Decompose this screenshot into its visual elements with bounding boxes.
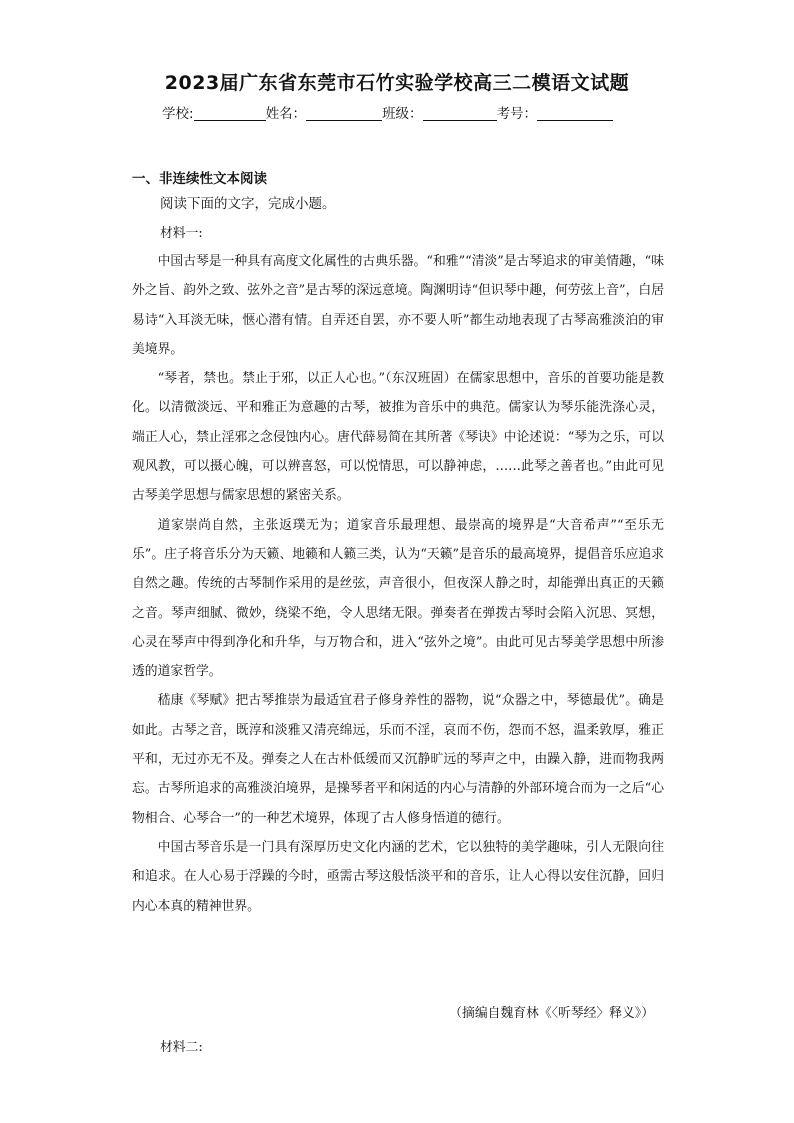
paragraph: 中国古琴是一种具有高度文化属性的古典乐器。“和雅”“清淡”是古琴追求的审美情趣，“味外之旨、韵外之致、弦外之音”是古琴的深远意境。陶渊明诗“但识琴中趣，何劳弦上音”，白居易诗“入耳淡无味，惬心潜有情。自弄还自罢，亦不要人听”都生动地表现了古琴高雅淡泊的审美境界。: [132, 254, 664, 357]
student-info-line: [162, 102, 613, 122]
class-label: 班级：: [382, 106, 423, 122]
material1-source: （摘编自魏育林《〈听琴经〉释义》）: [449, 1006, 654, 1021]
paragraph: 嵇康《琴赋》把古琴推崇为最适宜君子修身养性的器物，说“众器之中，琴德最优”。确是如此。古琴之音，既淳和淡雅又清亮绵远，乐而不淫，哀而不伤，怨而不怒，温柔敦厚，雅正平和，无过亦无不及。弹奏之人在古朴低缓而又沉静旷远的琴声之中，由躁入静，进而物我两忘。古琴所追求的高雅淡泊境界，是操琴者平和闲适的内心与清静的外部环境合而为一之后“心物相合、心琴合一”的一种艺术境界，体现了古人修身悟道的德行。: [132, 693, 664, 826]
section-instruction: 阅读下面的文字，完成小题。: [160, 196, 336, 212]
paragraph: 中国古琴音乐是一门具有深厚历史文化内涵的艺术，它以独特的美学趣味，引人无限向往和追求。在人心易于浮躁的今时，亟需古琴这般恬淡平和的音乐，让人心得以安住沉静，回归内心本真的精神世界。: [132, 839, 664, 914]
material2-label: 材料二:: [160, 1040, 203, 1055]
material1-label: 材料一:: [160, 226, 203, 241]
school-blank[interactable]: [194, 106, 266, 121]
paragraph: “琴者，禁也。禁止于邪，以正人心也。”（东汉班固）在儒家思想中，音乐的首要功能是教化。以清微淡远、平和雅正为意趣的古琴，被推为音乐中的典范。儒家认为琴乐能洗涤心灵，端正人心，禁止淫邪之念侵蚀内心。唐代薛易简在其所著《琴诀》中论述说：“琴为之乐，可以观风教，可以摄心魄，可以辨喜怒，可以悦情思，可以静神虑，……此琴之善者也。”由此可见古琴美学思想与儒家思想的紧密关系。: [132, 371, 664, 504]
class-blank[interactable]: [423, 106, 497, 121]
exam-no-label: 考号：: [496, 106, 538, 122]
paragraph: 道家崇尚自然，主张返璞无为；道家音乐最理想、最崇高的境界是“大音希声”“至乐无乐”。庄子将音乐分为天籁、地籁和人籁三类，认为“天籁”是音乐的最高境界，提倡音乐应追求自然之趣。传统的古琴制作采用的是丝弦，声音很小，但夜深人静之时，却能弹出真正的天籁之音。琴声细腻、微妙，绕梁不绝，令人思绪无限。弹奏者在弹拨古琴时会陷入沉思、冥想，心灵在琴声中得到净化和升华，与万物合和，进入“弦外之境”。由此可见古琴美学思想中所渗透的道家哲学。: [132, 517, 664, 680]
material1-body: [132, 247, 664, 921]
page-title: 2023届广东省东莞市石竹实验学校高三二模语文试题: [164, 72, 630, 94]
name-label: 姓名：: [265, 106, 307, 122]
school-label: 学校:: [162, 106, 194, 122]
name-blank[interactable]: [306, 106, 382, 121]
section-title: 一、非连续性文本阅读: [132, 171, 267, 187]
exam-no-blank[interactable]: [537, 106, 613, 121]
